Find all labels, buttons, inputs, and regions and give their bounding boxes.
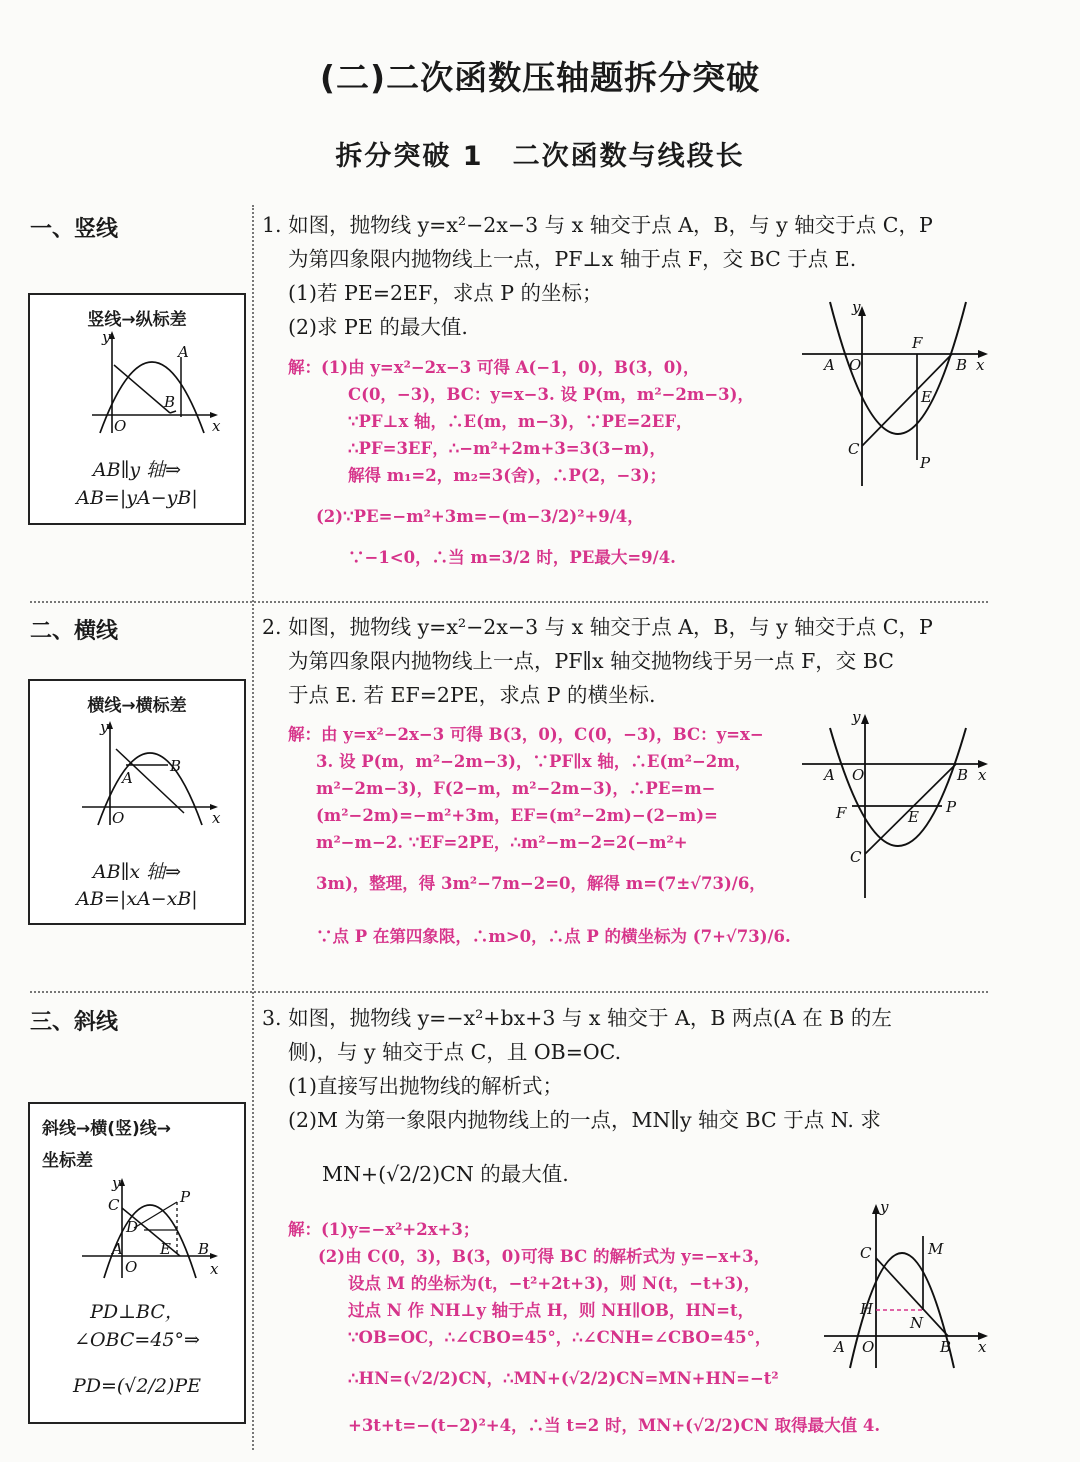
page-title: (二)二次函数压轴题拆分突破	[319, 58, 761, 97]
method-formula-2: AB=|xA−xB|	[76, 888, 198, 910]
label-p: P	[920, 454, 931, 472]
section-divider-1	[30, 601, 988, 603]
label-y: y	[112, 1174, 121, 1192]
solution-line: ∵点 P 在第四象限，∴m>0，∴点 P 的横坐标为 (7+√73)/6.	[316, 927, 791, 946]
problem-3	[262, 1001, 982, 1191]
method-formula-2: AB=|yA−yB|	[76, 487, 198, 509]
solution-line: 3m)，整理，得 3m²−7m−2=0，解得 m=(7±√73)/6，	[316, 874, 766, 893]
solution-line: (2)∵PE=−m²+3m=−(m−3/2)²+9/4，	[316, 507, 644, 526]
label-b: B	[957, 766, 969, 784]
problem-line: 3. 如图，抛物线 y=−x²+bx+3 与 x 轴交于 A，B 两点(A 在 B 的左	[262, 1006, 892, 1030]
label-d: D	[126, 1218, 139, 1236]
solution-line: +3t+t=−(t−2)²+4，∴当 t=2 时，MN+(√2/2)CN 取得最大值 4.	[348, 1416, 881, 1435]
method-box-oblique	[28, 1102, 246, 1424]
label-y: y	[102, 329, 111, 346]
problem-line: 于点 E. 若 EF=2PE，求点 P 的横坐标.	[288, 683, 656, 707]
problem-line: (1)若 PE=2EF，求点 P 的坐标；	[288, 281, 603, 305]
label-a: A	[178, 343, 189, 361]
label-b: B	[164, 393, 176, 411]
solution-line: ∴PF=3EF，∴−m²+2m+3=3(3−m)，	[348, 439, 666, 458]
solution-3	[288, 1216, 881, 1439]
figure-problem-2	[800, 706, 995, 902]
vertical-divider	[252, 205, 254, 1450]
solution-line: ∵−1<0，∴当 m=3/2 时，PE最大=9/4.	[348, 548, 676, 567]
label-a: A	[824, 356, 835, 374]
solution-line: m²−2m−3)，F(2−m，m²−2m−3)，∴PE=m−	[316, 779, 716, 798]
label-o: O	[112, 809, 125, 827]
method-box-title: 竖线→纵标差	[87, 310, 187, 330]
method-formula-2: ∠OBC=45°⇒	[74, 1329, 200, 1351]
label-m: M	[928, 1240, 944, 1258]
label-a: A	[834, 1338, 845, 1356]
label-b: B	[198, 1240, 210, 1258]
label-x: x	[212, 417, 221, 435]
label-x: x	[210, 1260, 219, 1278]
solution-line: 解得 m₁=2，m₂=3(舍)，∴P(2，−3)；	[348, 466, 667, 485]
label-o: O	[852, 766, 865, 784]
solution-2	[288, 721, 791, 950]
solution-line: 解：(1)y=−x²+2x+3；	[288, 1220, 480, 1239]
label-c: C	[850, 848, 862, 866]
label-x: x	[976, 356, 985, 374]
label-p: P	[180, 1188, 191, 1206]
label-e: E	[160, 1240, 171, 1258]
problem-line: (1)直接写出抛物线的解析式；	[288, 1074, 564, 1098]
label-e: E	[921, 388, 932, 406]
section-divider-2	[30, 991, 988, 993]
label-c: C	[108, 1196, 120, 1214]
label-o: O	[849, 356, 862, 374]
solution-line: (2)由 C(0，3)，B(3，0)可得 BC 的解析式为 y=−x+3，	[318, 1247, 771, 1266]
problem-line: MN+(√2/2)CN 的最大值.	[322, 1162, 569, 1186]
label-a: A	[824, 766, 835, 784]
label-e: E	[908, 808, 919, 826]
label-x: x	[212, 809, 221, 827]
section-label-horizontal: 二、横线	[30, 619, 119, 644]
method-formula-3: PD=(√2/2)PE	[72, 1375, 202, 1397]
label-b: B	[170, 757, 182, 775]
label-h: H	[860, 1300, 874, 1318]
solution-line: ∵PF⊥x 轴，∴E(m，m−3)，∵PE=2EF，	[348, 412, 693, 431]
problem-line: (2)求 PE 的最大值.	[288, 315, 468, 339]
method-box-horizontal	[28, 679, 246, 925]
label-c: C	[848, 440, 860, 458]
method-formula-1: PD⊥BC，	[90, 1301, 184, 1323]
label-x: x	[978, 1338, 987, 1356]
method-box-title: 斜线→横(竖)线→	[42, 1119, 172, 1139]
method-box-title: 横线→横标差	[87, 696, 187, 716]
label-f: F	[836, 804, 847, 822]
method-formula-1: AB∥x 轴⇒	[92, 861, 182, 883]
problem-line: 为第四象限内抛物线上一点，PF∥x 轴交抛物线于另一点 F，交 BC	[288, 649, 894, 673]
label-c: C	[860, 1244, 872, 1262]
label-p: P	[946, 798, 957, 816]
label-b: B	[940, 1338, 952, 1356]
solution-line: 设点 M 的坐标为(t，−t²+2t+3)，则 N(t，−t+3)，	[348, 1274, 761, 1293]
solution-line: 3. 设 P(m，m²−2m−3)，∵PF∥x 轴，∴E(m²−2m，	[316, 752, 752, 771]
solution-line: C(0，−3)，BC：y=x−3. 设 P(m，m²−2m−3)，	[348, 385, 754, 404]
solution-line: 过点 N 作 NH⊥y 轴于点 H，则 NH∥OB，HN=t，	[348, 1301, 755, 1320]
label-y: y	[880, 1198, 889, 1216]
method-box-title-2: 坐标差	[42, 1151, 93, 1171]
label-o: O	[114, 417, 127, 435]
label-y: y	[100, 719, 109, 736]
label-y: y	[852, 708, 861, 726]
method-formula-1: AB∥y 轴⇒	[92, 459, 182, 481]
method-box-vertical	[28, 293, 246, 525]
problem-line: 侧)，与 y 轴交于点 C，且 OB=OC.	[288, 1040, 622, 1064]
label-y: y	[852, 300, 861, 316]
label-f: F	[912, 334, 923, 352]
problem-line: (2)M 为第一象限内抛物线上的一点，MN∥y 轴交 BC 于点 N. 求	[288, 1108, 881, 1132]
method-figure-horizontal	[82, 719, 222, 827]
method-figure-vertical	[92, 329, 222, 435]
problem-line: 为第四象限内抛物线上一点，PF⊥x 轴于点 F，交 BC 于点 E.	[288, 247, 857, 271]
label-o: O	[125, 1258, 138, 1276]
label-n: N	[910, 1314, 924, 1332]
problem-line: 1. 如图，抛物线 y=x²−2x−3 与 x 轴交于点 A，B，与 y 轴交于点 C，P	[262, 213, 933, 237]
solution-1	[288, 354, 788, 571]
solution-line: ∵OB=OC，∴∠CBO=45°，∴∠CNH=∠CBO=45°，	[348, 1328, 772, 1347]
solution-line: ∴HN=(√2/2)CN，∴MN+(√2/2)CN=MN+HN=−t²	[348, 1369, 779, 1388]
figure-problem-3	[820, 1196, 995, 1371]
figure-problem-1	[800, 300, 995, 490]
section-label-oblique: 三、斜线	[30, 1010, 119, 1035]
label-b: B	[956, 356, 968, 374]
label-a: A	[122, 769, 133, 787]
section-label-vertical: 一、竖线	[30, 217, 119, 242]
label-a: A	[112, 1240, 123, 1258]
solution-line: 解：由 y=x²−2x−3 可得 B(3，0)，C(0，−3)，BC：y=x−	[288, 725, 764, 744]
solution-line: (m²−2m)=−m²+3m，EF=(m²−2m)−(2−m)=	[316, 806, 718, 825]
method-figure-oblique	[82, 1174, 222, 1282]
page-subtitle: 拆分突破 1 二次函数与线段长	[335, 141, 745, 172]
label-x: x	[978, 766, 987, 784]
solution-line: m²−m−2. ∵EF=2PE，∴m²−m−2=2(−m²+	[316, 833, 688, 852]
problem-line: 2. 如图，抛物线 y=x²−2x−3 与 x 轴交于点 A，B，与 y 轴交于点 C，P	[262, 615, 933, 639]
solution-line: 解：(1)由 y=x²−2x−3 可得 A(−1，0)，B(3，0)，	[288, 358, 700, 377]
label-o: O	[862, 1338, 875, 1356]
problem-2	[262, 610, 982, 712]
